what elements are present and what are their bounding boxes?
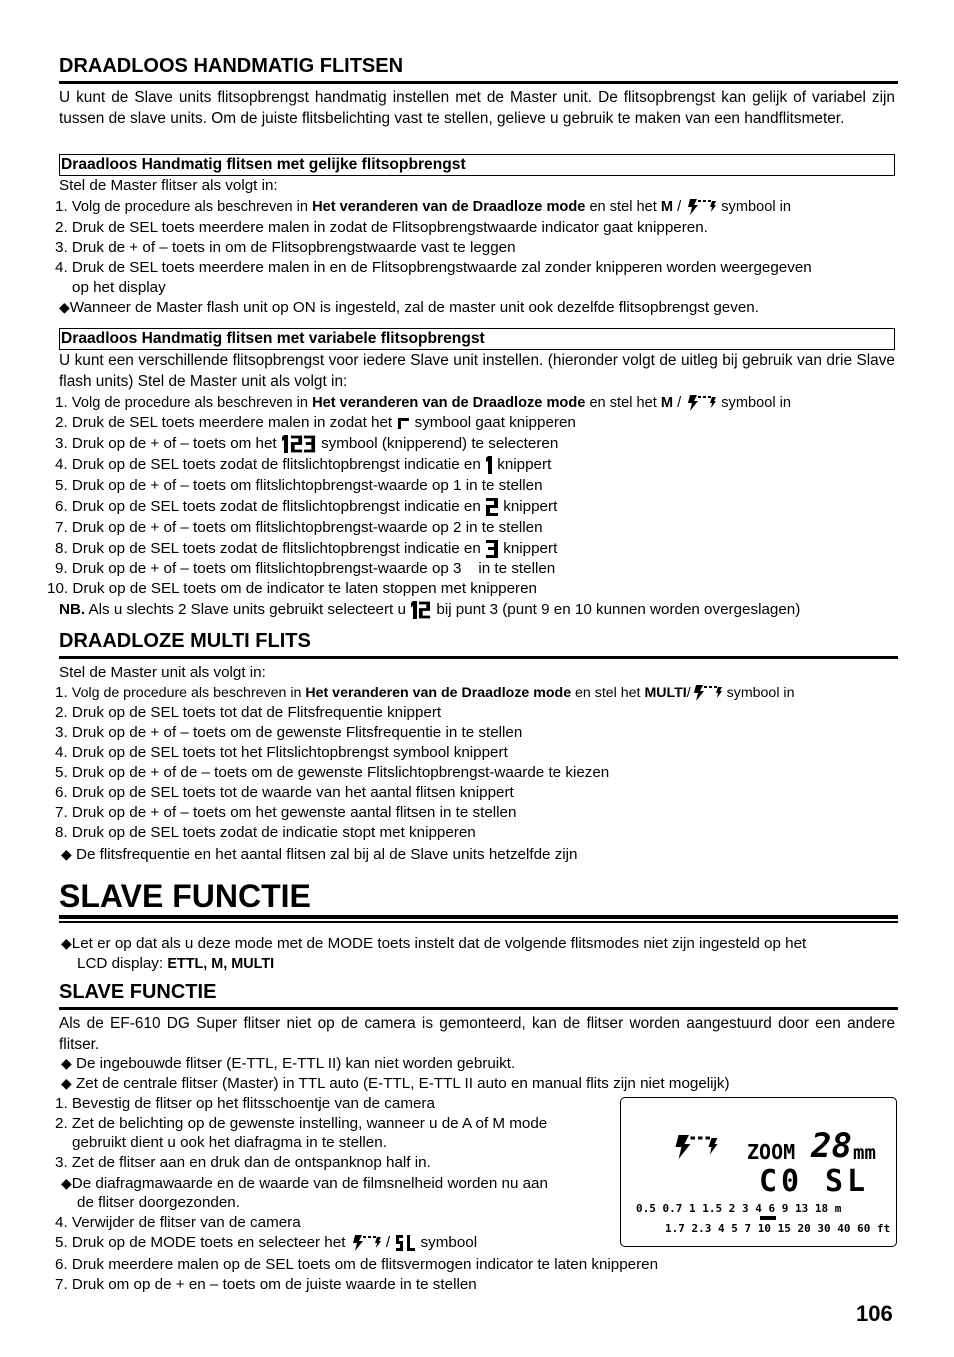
step-number: 4.	[55, 744, 68, 761]
lcd-scale-value: 1.5	[702, 1202, 723, 1215]
step-number: 3.	[55, 435, 68, 453]
variable-step-1	[55, 394, 791, 412]
lcd-scale-value: 15	[777, 1222, 791, 1235]
step-number: 1.	[55, 1095, 68, 1112]
step-text: Druk de + of – toets in om de Flitsopbrengstwaarde vast te leggen	[71, 239, 516, 256]
step-bold-ref: Het veranderen van de Draadloze mode	[312, 199, 586, 216]
multi-step-2	[55, 704, 441, 721]
step-text: Druk op de + of – toets om flitslichtopbrengst-waarde op 3 in te stellen	[71, 560, 556, 577]
lcd-zoom-label: ZOOM	[747, 1140, 796, 1164]
diamond-bullet-icon: ◆	[61, 1075, 72, 1091]
multi-step-8	[55, 824, 476, 841]
subsection-title-equal-output: Draadloos Handmatig flitsen met gelijke flitsopbrengst	[59, 154, 895, 176]
multi-lead: Stel de Master unit als volgt in:	[59, 664, 266, 681]
multi-step-4	[55, 744, 508, 761]
multi-mode-label: MULTI	[644, 685, 687, 702]
section-rule	[59, 81, 898, 84]
step-text: Druk op de + of – toets om flitslichtopbrengst-waarde op 2 in te stellen	[71, 519, 543, 536]
slash: /	[673, 395, 686, 412]
step-text: Druk de SEL toets meerdere malen in zodat het	[71, 414, 397, 431]
step-text: knippert	[499, 540, 558, 558]
slave-note-1	[61, 1055, 515, 1072]
slave-step-2	[55, 1115, 547, 1132]
step-text: Druk op de SEL toets om de indicator te laten stoppen met knipperen	[72, 580, 537, 597]
step-text: Druk op de SEL toets zodat de flitslichtopbrengst indicatie en	[71, 540, 486, 558]
step-text: Druk op de SEL toets tot dat de Flitsfrequentie knippert	[71, 704, 442, 721]
variable-step-8	[55, 539, 557, 559]
step-number: 4.	[55, 456, 68, 474]
step-text: Druk op de + of – toets om flitslichtopbrengst-waarde op 1 in te stellen	[71, 477, 543, 494]
step-number: 1.	[55, 198, 68, 216]
equal-step-2	[55, 219, 708, 236]
wireless-flash-icon	[685, 394, 717, 412]
chapter-rule-bottom	[59, 921, 898, 923]
step-number: 5.	[55, 764, 68, 781]
slave-step-1	[55, 1095, 435, 1112]
variable-nb	[59, 600, 800, 620]
variable-step-5	[55, 477, 543, 494]
step-bold-ref: Het veranderen van de Draadloze mode	[305, 685, 572, 702]
wireless-flash-icon	[691, 684, 723, 702]
variable-step-7	[55, 519, 543, 536]
lcd-distance-indicator	[760, 1216, 776, 1220]
lcd-scale-value: 0.5	[636, 1202, 656, 1215]
lcd-feet-row	[665, 1222, 890, 1235]
chapter-rule-top	[59, 915, 898, 919]
lcd-scale-value: 7	[744, 1222, 752, 1235]
step-text: Volg de procedure als beschreven in	[71, 395, 313, 412]
subsection-title-variable-output: Draadloos Handmatig flitsen met variabele flitsopbrengst	[59, 328, 895, 350]
step-number: 2.	[55, 219, 68, 236]
step-text: symbool gaat knipperen	[410, 414, 576, 431]
note-text: Let er op dat als u deze mode met de MODE toets instelt dat de volgende flitsmodes niet zijn ingesteld op het	[71, 935, 807, 952]
step-text: symbool	[416, 1234, 478, 1252]
step-number: 7.	[55, 804, 68, 821]
lcd-scale-value: 4	[755, 1202, 762, 1215]
note-text: LCD display:	[77, 955, 168, 972]
step-number: 10.	[47, 580, 69, 597]
variable-intro: U kunt een verschillende flitsopbrengst voor iedere Slave unit instellen. (hieronder volgt de uitleg bij gebruik van drie Slave flash units) Stel de Master unit als volgt in:	[59, 352, 895, 390]
section-title-multi: DRAADLOZE MULTI FLITS	[59, 630, 311, 652]
step-text: Druk op de MODE toets en selecteer het	[71, 1234, 350, 1252]
equal-step-4	[55, 259, 812, 276]
wireless-flash-icon	[671, 1132, 719, 1162]
group-123-icon	[281, 434, 317, 454]
slave-main-note-cont	[77, 955, 274, 972]
section-rule	[59, 1007, 898, 1010]
slave-step-4	[55, 1214, 301, 1231]
slave-step-3	[55, 1154, 431, 1171]
section-rule	[59, 656, 898, 659]
step-bold-ref: Het veranderen van de Draadloze mode	[312, 395, 586, 412]
diamond-bullet-icon: ◆	[61, 846, 72, 862]
step-number: 5.	[55, 1234, 68, 1252]
lcd-scale-value: 60	[857, 1222, 871, 1235]
step-number: 6.	[55, 784, 68, 801]
chapter-title-slave: SLAVE FUNCTIE	[59, 878, 311, 914]
variable-step-10	[47, 580, 537, 597]
step-text: en stel het	[585, 395, 661, 412]
step-text: Druk op de + of – toets om de gewenste Flitsfrequentie in te stellen	[71, 724, 523, 741]
group-3-icon	[485, 539, 499, 559]
step-text: symbool (knipperend) te selecteren	[316, 435, 559, 453]
diamond-bullet-icon: ◆	[61, 1175, 72, 1191]
step-text: Druk op de SEL toets tot de waarde van het aantal flitsen knippert	[71, 784, 514, 801]
group-12-icon	[410, 600, 432, 620]
section-title-wireless-manual: DRAADLOOS HANDMATIG FLITSEN	[59, 55, 404, 77]
diamond-bullet-icon: ◆	[61, 1055, 72, 1071]
multi-step-3	[55, 724, 522, 741]
step-number: 3.	[55, 724, 68, 741]
excluded-modes: ETTL, M, MULTI	[167, 956, 275, 972]
step-text: symbool in	[717, 395, 791, 412]
step-text: Druk op de + of – toets om het	[71, 435, 281, 453]
equal-step-3	[55, 239, 516, 256]
step-text: Druk de SEL toets meerdere malen in en de Flitsopbrengstwaarde zal zonder knipperen worden weergegeven	[71, 259, 812, 276]
step-number: 2.	[55, 704, 68, 721]
step-text: en stel het	[585, 199, 661, 216]
step-text: Volg de procedure als beschreven in	[71, 199, 313, 216]
group-1-icon	[485, 455, 493, 475]
step-number: 9.	[55, 560, 68, 577]
lcd-scale-unit: m	[834, 1202, 842, 1215]
note-text: De flitsfrequentie en het aantal flitsen zal bij al de Slave units hetzelfde zijn	[71, 846, 578, 863]
lcd-scale-value: 4	[718, 1222, 725, 1235]
step-text: Verwijder de flitser van de camera	[71, 1214, 301, 1231]
equal-note	[59, 299, 759, 316]
slave-note-3	[61, 1175, 548, 1192]
slash: /	[673, 199, 686, 216]
step-number: 7.	[55, 1276, 68, 1293]
variable-step-6	[55, 497, 557, 517]
lcd-scale-value: 1.7	[665, 1222, 685, 1235]
step-text: Druk om op de + en – toets om de juiste waarde in te stellen	[71, 1276, 477, 1293]
slave-note-2	[61, 1075, 730, 1092]
lcd-scale-value: 20	[797, 1222, 811, 1235]
m-mode-label: M	[660, 395, 674, 412]
slave-step-2-cont: gebruikt dient u ook het diafragma in te stellen.	[72, 1134, 387, 1151]
step-number: 7.	[55, 519, 68, 536]
multi-step-5	[55, 764, 609, 781]
group-2-icon	[485, 497, 499, 517]
step-number: 4.	[55, 259, 68, 276]
m-mode-label: M	[660, 199, 674, 216]
step-text: knippert	[499, 498, 558, 516]
step-text: Druk op de + of de – toets om de gewenste Flitslichtopbrengst-waarde te kiezen	[71, 764, 610, 781]
slash: /	[381, 1234, 395, 1252]
step-number: 3.	[55, 1154, 68, 1171]
section-title-slave: SLAVE FUNCTIE	[59, 981, 217, 1003]
step-text: Bevestig de flitser op het flitsschoentje van de camera	[71, 1095, 435, 1112]
wireless-flash-icon	[350, 1234, 382, 1252]
variable-step-4	[55, 455, 551, 475]
lcd-scale-value: 1	[689, 1202, 696, 1215]
step-text: Druk op de + of – toets om het gewenste aantal flitsen in te stellen	[71, 804, 517, 821]
multi-note	[61, 846, 578, 863]
lcd-mode-left: C0	[759, 1164, 804, 1199]
slash: /	[686, 685, 691, 702]
lcd-scale-value: 40	[837, 1222, 851, 1235]
step-number: 2.	[55, 1115, 68, 1132]
step-text: Zet de flitser aan en druk dan de ontspanknop half in.	[71, 1154, 431, 1171]
equal-step-4-cont: op het display	[72, 279, 166, 296]
multi-step-1	[55, 684, 794, 702]
step-number: 8.	[55, 540, 68, 558]
slave-sl-icon	[394, 1234, 416, 1252]
slave-intro: Als de EF-610 DG Super flitser niet op de camera is gemonteerd, kan de flitser worden aangestuurd door een andere flitser.	[59, 1015, 895, 1053]
lcd-zoom-value: 28	[811, 1126, 852, 1166]
wireless-flash-icon	[685, 198, 717, 216]
step-text: Druk op de SEL toets zodat de indicatie stopt met knipperen	[71, 824, 476, 841]
equal-step-1	[55, 198, 791, 216]
slave-step-5	[55, 1234, 477, 1252]
step-number: 4.	[55, 1214, 68, 1231]
slave-note-3-cont: de flitser doorgezonden.	[77, 1194, 240, 1211]
step-text: knippert	[493, 456, 552, 474]
slave-step-6	[55, 1256, 658, 1273]
lcd-mode-right: SL	[825, 1164, 870, 1199]
step-number: 1.	[55, 684, 68, 702]
step-text: en stel het	[571, 685, 645, 702]
step-number: 6.	[55, 1256, 68, 1273]
note-text: De diafragmawaarde en de waarde van de filmsnelheid worden nu aan	[71, 1175, 548, 1192]
lcd-scale-value: 0.7	[662, 1202, 683, 1215]
step-number: 6.	[55, 498, 68, 516]
step-number: 5.	[55, 477, 68, 494]
step-number: 3.	[55, 239, 68, 256]
step-text: Volg de procedure als beschreven in	[71, 685, 306, 702]
lcd-scale-value: 3	[742, 1202, 749, 1215]
step-number: 1.	[55, 394, 68, 412]
multi-step-7	[55, 804, 516, 821]
step-text: Druk op de SEL toets tot het Flitslichtopbrengst symbool knippert	[71, 744, 508, 761]
slave-step-7	[55, 1276, 477, 1293]
wireless-manual-intro: U kunt de Slave units flitsopbrengst handmatig instellen met de Master unit. De flitsopbrengst kan gelijk of variabel zijn tussen de slave units. Om de juiste flitsbelichting vast te stellen, gelieve u gebruik te maken van een handflitsmeter.	[59, 89, 895, 127]
multi-step-6	[55, 784, 514, 801]
nb-label: NB.	[59, 601, 86, 619]
variable-step-9	[55, 560, 555, 577]
lcd-scale-value: 13	[795, 1202, 809, 1215]
lcd-scale-value: 18	[814, 1202, 829, 1215]
nb-text: Als u slechts 2 Slave units gebruikt selecteert u	[85, 601, 411, 619]
note-text: De ingebouwde flitser (E-TTL, E-TTL II) kan niet worden gebruikt.	[71, 1055, 516, 1072]
group-segment-icon	[396, 416, 410, 430]
step-text: Zet de belichting op de gewenste instelling, wanneer u de A of M mode	[71, 1115, 548, 1132]
lcd-scale-value: 2	[728, 1202, 736, 1215]
lcd-scale-value: 10	[757, 1222, 771, 1235]
step-text: Druk op de SEL toets zodat de flitslichtopbrengst indicatie en	[71, 456, 486, 474]
step-text: symbool in	[722, 685, 795, 702]
lcd-scale-value: 5	[731, 1222, 738, 1235]
lcd-meters-row	[636, 1202, 841, 1215]
lcd-scale-value: 30	[817, 1222, 831, 1235]
step-text: Druk de SEL toets meerdere malen in zodat de Flitsopbrengstwaarde indicator gaat knipperen.	[71, 219, 708, 236]
lcd-scale-unit: ft	[877, 1222, 891, 1235]
step-text: Druk op de SEL toets zodat de flitslichtopbrengst indicatie en	[71, 498, 486, 516]
lcd-scale-value: 6	[768, 1202, 776, 1215]
lcd-zoom-unit: mm	[853, 1142, 876, 1164]
note-text: Zet de centrale flitser (Master) in TTL auto (E-TTL, E-TTL II auto en manual flits zijn niet mogelijk)	[71, 1075, 730, 1092]
lcd-scale-value: 9	[781, 1202, 789, 1215]
diamond-bullet-icon: ◆	[59, 299, 70, 315]
page-number: 106	[856, 1301, 893, 1326]
slave-main-note	[61, 935, 806, 952]
step-number: 8.	[55, 824, 68, 841]
variable-step-3	[55, 434, 558, 454]
step-number: 2.	[55, 414, 68, 431]
diamond-bullet-icon: ◆	[61, 935, 72, 951]
note-text: Wanneer de Master flash unit op ON is ingesteld, zal de master unit ook dezelfde flitsopbrengst geven.	[69, 299, 759, 316]
lcd-scale-value: 2.3	[691, 1222, 712, 1235]
variable-step-2	[55, 414, 576, 431]
lcd-display-panel	[620, 1097, 897, 1247]
step-text: symbool in	[717, 199, 791, 216]
step-text: Druk meerdere malen op de SEL toets om de flitsvermogen indicator te laten knipperen	[71, 1256, 659, 1273]
nb-text: bij punt 3 (punt 9 en 10 kunnen worden overgeslagen)	[432, 601, 801, 619]
equal-lead: Stel de Master flitser als volgt in:	[59, 177, 278, 194]
